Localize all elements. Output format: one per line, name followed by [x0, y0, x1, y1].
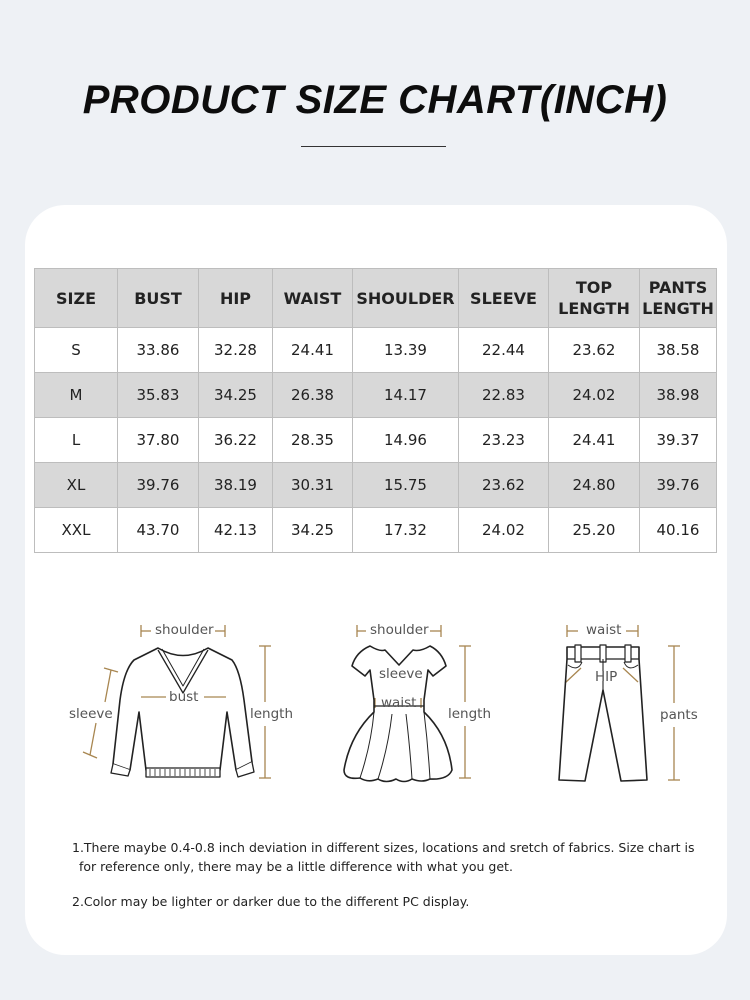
size-notes	[72, 838, 712, 911]
cell-sleeve: 24.02	[459, 508, 549, 553]
header-size: SIZE	[35, 269, 118, 328]
cell-bust: 35.83	[118, 373, 199, 418]
header-sleeve: SLEEVE	[459, 269, 549, 328]
note-deviation: 1.There maybe 0.4-0.8 inch deviation in different sizes, locations and sretch of fabrics. Size chart is for reference only, there may be a little difference with what you get.	[72, 840, 695, 874]
cell-top-length: 24.41	[549, 418, 640, 463]
cell-bust: 43.70	[118, 508, 199, 553]
cell-hip: 36.22	[199, 418, 273, 463]
pants-outline	[559, 645, 647, 781]
cell-size: XXL	[35, 508, 118, 553]
cell-hip: 38.19	[199, 463, 273, 508]
cell-top-length: 24.80	[549, 463, 640, 508]
note-color: 2.Color may be lighter or darker due to the different PC display.	[72, 894, 470, 909]
cell-sleeve: 23.62	[459, 463, 549, 508]
pants-hip-label: HIP	[595, 669, 618, 685]
cell-waist: 26.38	[273, 373, 353, 418]
header-waist: WAIST	[273, 269, 353, 328]
cell-sleeve: 22.83	[459, 373, 549, 418]
cell-sleeve: 23.23	[459, 418, 549, 463]
header-bust: BUST	[118, 269, 199, 328]
cell-bust: 37.80	[118, 418, 199, 463]
cell-bust: 33.86	[118, 328, 199, 373]
page-title: PRODUCT SIZE CHART(INCH)	[82, 78, 668, 122]
cell-shoulder: 14.96	[353, 418, 459, 463]
cell-top-length: 25.20	[549, 508, 640, 553]
cell-pants-length: 40.16	[640, 508, 717, 553]
cell-hip: 32.28	[199, 328, 273, 373]
pants-waist-label: waist	[586, 622, 622, 638]
cell-sleeve: 22.44	[459, 328, 549, 373]
header-pants-length: PANTS LENGTH	[640, 269, 717, 328]
sweater-outline	[111, 648, 254, 777]
cell-top-length: 24.02	[549, 373, 640, 418]
sweater-bust-label: bust	[169, 689, 199, 705]
cell-hip: 34.25	[199, 373, 273, 418]
dress-waist-label: waist	[381, 695, 417, 711]
header-hip: HIP	[199, 269, 273, 328]
cell-shoulder: 17.32	[353, 508, 459, 553]
cell-size: S	[35, 328, 118, 373]
cell-size: M	[35, 373, 118, 418]
cell-waist: 34.25	[273, 508, 353, 553]
cell-shoulder: 14.17	[353, 373, 459, 418]
cell-size: L	[35, 418, 118, 463]
cell-waist: 24.41	[273, 328, 353, 373]
dress-sleeve-label: sleeve	[379, 666, 423, 682]
dress-length-label: length	[448, 706, 492, 722]
sweater-shoulder-label: shoulder	[155, 622, 214, 638]
cell-waist: 28.35	[273, 418, 353, 463]
cell-hip: 42.13	[199, 508, 273, 553]
cell-bust: 39.76	[118, 463, 199, 508]
cell-shoulder: 15.75	[353, 463, 459, 508]
cell-waist: 30.31	[273, 463, 353, 508]
header-top-length: TOP LENGTH	[549, 269, 640, 328]
sweater-length-label: length	[250, 706, 294, 722]
cell-pants-length: 39.37	[640, 418, 717, 463]
cell-pants-length: 39.76	[640, 463, 717, 508]
cell-top-length: 23.62	[549, 328, 640, 373]
cell-pants-length: 38.58	[640, 328, 717, 373]
header-shoulder: SHOULDER	[353, 269, 459, 328]
pants-length-label: pants	[660, 707, 698, 723]
sweater-sleeve-label: sleeve	[69, 706, 113, 722]
cell-shoulder: 13.39	[353, 328, 459, 373]
dress-shoulder-label: shoulder	[370, 622, 429, 638]
cell-size: XL	[35, 463, 118, 508]
cell-pants-length: 38.98	[640, 373, 717, 418]
